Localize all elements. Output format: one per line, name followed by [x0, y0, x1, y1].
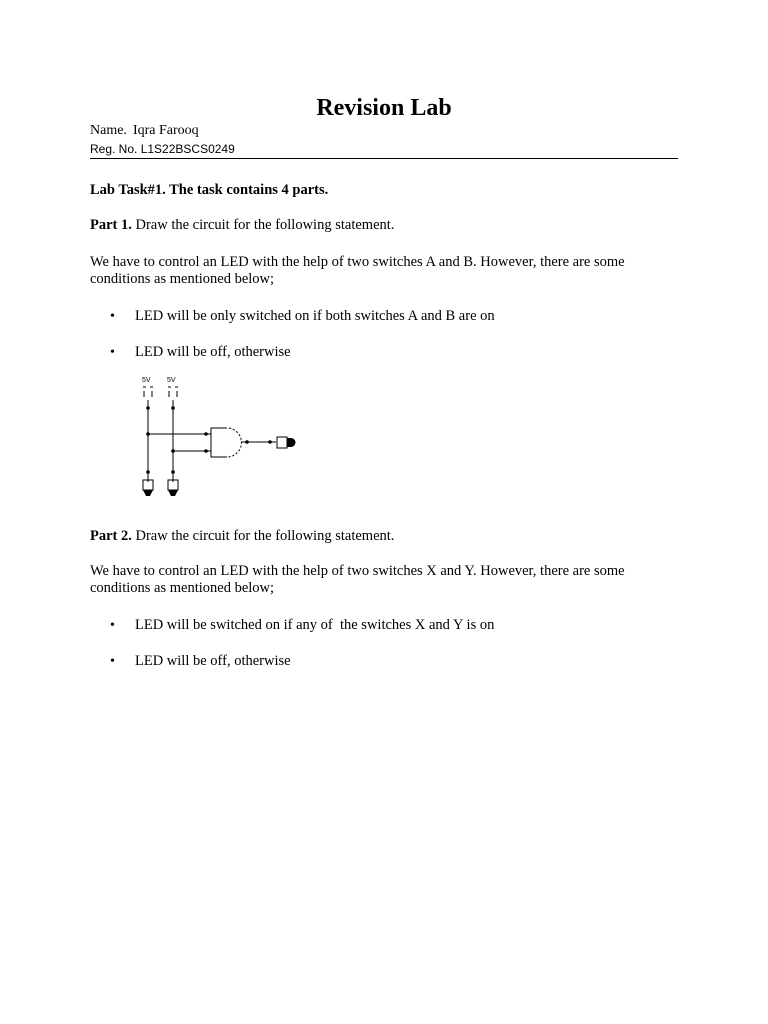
bullet-dot: •	[110, 654, 115, 669]
part2-description: We have to control an LED with the help of two switches X and Y. However, there are some conditions as mentioned below;	[90, 563, 625, 596]
junction-b-mid	[171, 449, 175, 453]
name-value: Iqra Farooq	[132, 123, 199, 138]
bullet-dot: •	[110, 618, 115, 633]
source-a-label: 5V	[142, 377, 151, 384]
part1-heading	[90, 217, 670, 234]
student-name-line	[90, 122, 199, 140]
part1-description: We have to control an LED with the help of two switches A and B. However, there are some conditions as mentioned below;	[90, 254, 625, 287]
ground-a-icon	[143, 490, 153, 496]
part2-heading	[90, 528, 670, 545]
gate-dash-overlay	[227, 428, 242, 457]
junction-a-bottom	[146, 470, 150, 474]
junction-a-mid	[146, 432, 150, 436]
registration-number: Reg. No. L1S22BSCS0249	[90, 142, 235, 156]
gate-input-a-dot	[204, 432, 208, 436]
and-gate	[211, 428, 242, 457]
and-gate-circuit-diagram	[138, 372, 303, 502]
source-b-label: 5V	[167, 377, 176, 384]
part1-instruction: Draw the circuit for the following statement.	[135, 217, 395, 233]
name-label: Name.	[90, 123, 127, 138]
led-tip	[287, 438, 295, 447]
bullet-text: LED will be switched on if any of the switches X and Y is on	[135, 617, 495, 633]
part1-label: Part 1.	[90, 217, 132, 233]
bullet-text: LED will be off, otherwise	[135, 653, 291, 669]
bullet-dot: •	[110, 309, 115, 324]
page-title: Revision Lab	[316, 95, 452, 121]
bullet-text: LED will be only switched on if both switches A and B are on	[135, 308, 495, 324]
ground-b-icon	[168, 490, 178, 496]
gate-input-b-dot	[204, 449, 208, 453]
junction-a-top	[146, 406, 150, 410]
output-dot-1	[245, 440, 249, 444]
bullet-dot: •	[110, 345, 115, 360]
bullet-text: LED will be off, otherwise	[135, 344, 291, 360]
part2-instruction: Draw the circuit for the following statement.	[135, 528, 395, 544]
led-body	[277, 437, 287, 448]
junction-b-top	[171, 406, 175, 410]
junction-b-bottom	[171, 470, 175, 474]
header-divider	[90, 158, 678, 159]
task-heading: Lab Task#1. The task contains 4 parts.	[90, 182, 329, 198]
output-dot-2	[268, 440, 272, 444]
part2-label: Part 2.	[90, 528, 132, 544]
